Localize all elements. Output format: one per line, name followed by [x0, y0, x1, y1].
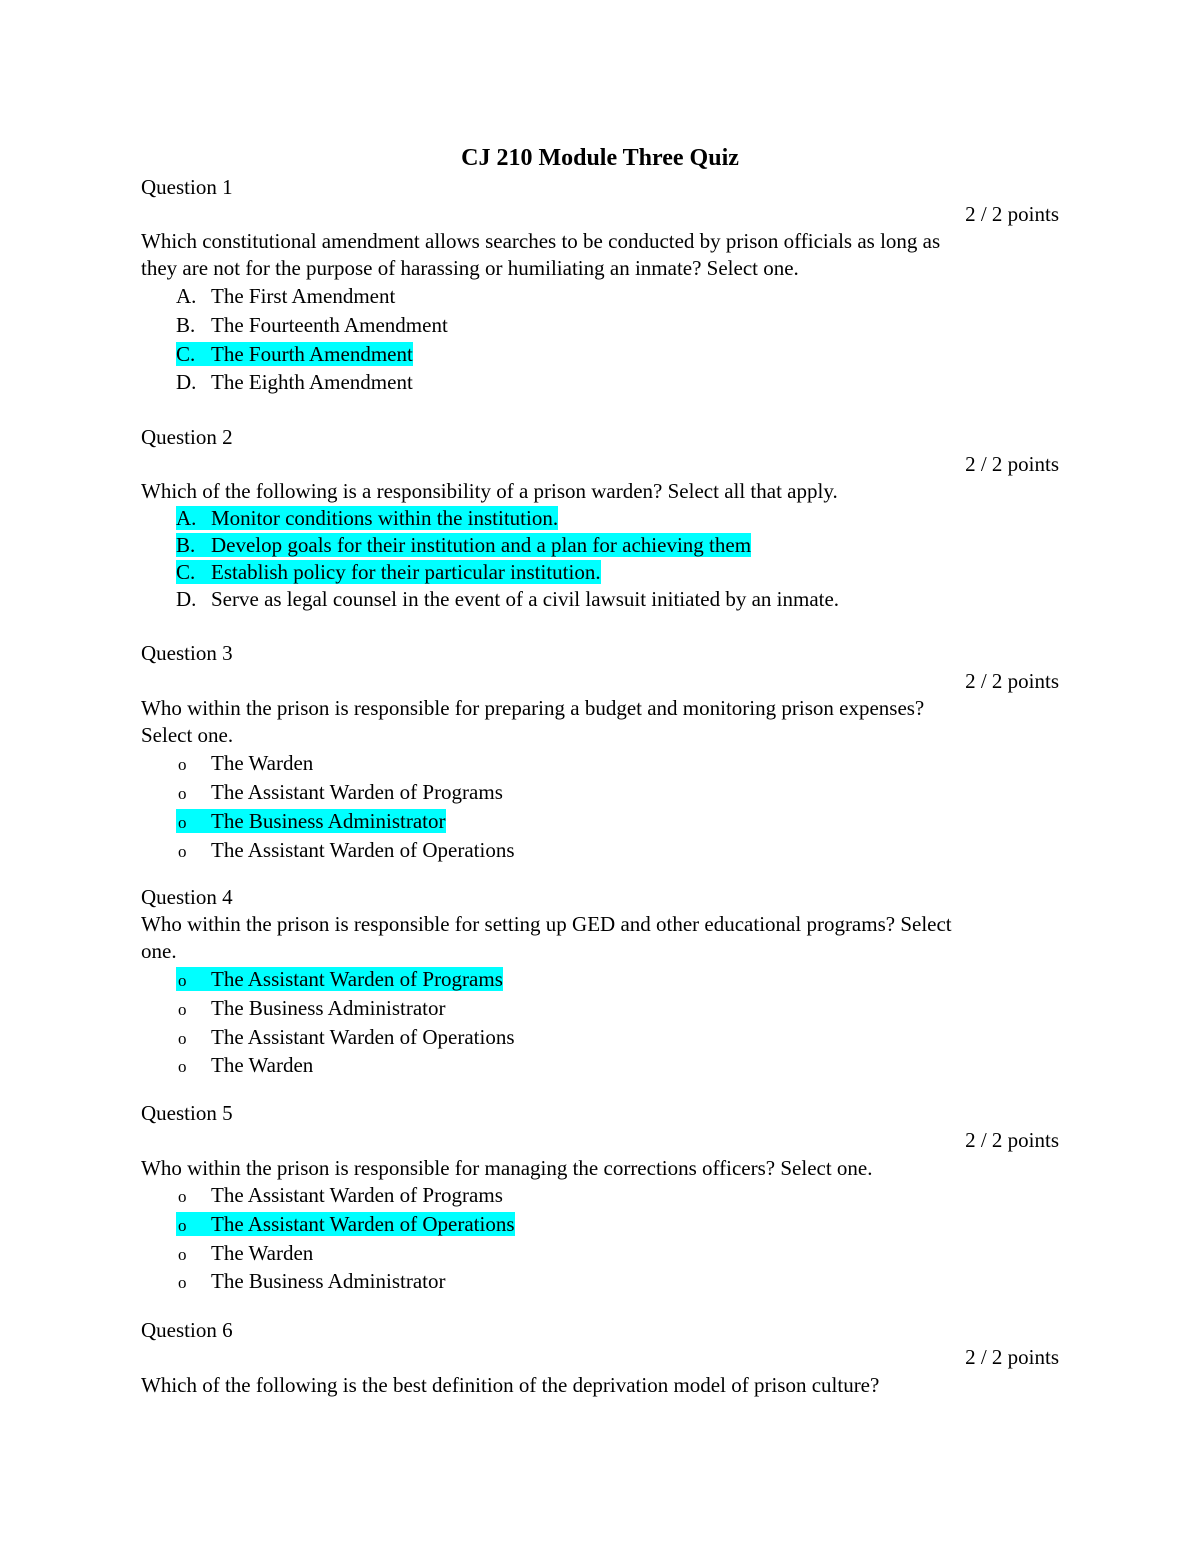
question-label: Question 3 [141, 641, 233, 665]
answer-option[interactable] [176, 586, 839, 612]
option-text: The Assistant Warden of Operations [211, 838, 515, 862]
answer-wrap [176, 780, 503, 804]
points-score: 2 / 2 points [965, 202, 1059, 226]
option-text: The Eighth Amendment [211, 370, 413, 394]
selected-answer-highlight [176, 1212, 515, 1236]
bullet-icon: o [178, 1216, 187, 1235]
bullet-icon: o [178, 755, 187, 774]
option-text: The Business Administrator [211, 809, 446, 833]
question-stem: Who within the prison is responsible for preparing a budget and monitoring prison expenses? [141, 696, 925, 720]
points-score: 2 / 2 points [965, 1345, 1059, 1369]
selected-answer-highlight [176, 967, 503, 991]
answer-option[interactable] [176, 1024, 515, 1052]
answer-option[interactable] [176, 283, 395, 309]
answer-option[interactable] [176, 750, 313, 778]
bullet-icon: o [178, 1000, 187, 1019]
option-letter: B. [176, 313, 196, 337]
answer-option[interactable] [176, 808, 446, 836]
selected-answer-highlight [176, 533, 751, 557]
option-text: The Business Administrator [211, 996, 446, 1020]
document-title: CJ 210 Module Three Quiz [461, 145, 739, 171]
question-label: Question 2 [141, 425, 233, 449]
answer-wrap [176, 751, 313, 775]
question-stem: Which constitutional amendment allows searches to be conducted by prison officials as long as [141, 229, 941, 253]
answer-option[interactable] [176, 1182, 503, 1210]
option-text: The Warden [211, 1241, 314, 1265]
selected-answer-highlight [176, 342, 413, 366]
question-stem: they are not for the purpose of harassing or humiliating an inmate? Select one. [141, 256, 799, 280]
option-text: The Assistant Warden of Operations [211, 1025, 515, 1049]
option-letter: A. [176, 506, 197, 530]
answer-wrap [176, 313, 448, 337]
answer-option[interactable] [176, 966, 503, 994]
option-text: The Fourth Amendment [211, 342, 413, 366]
bullet-icon: o [178, 784, 187, 803]
answer-wrap [176, 587, 839, 611]
question-stem: Who within the prison is responsible for managing the corrections officers? Select one. [141, 1156, 873, 1180]
option-text: The Assistant Warden of Programs [211, 1183, 503, 1207]
answer-option[interactable] [176, 1052, 313, 1080]
option-letter: C. [176, 560, 196, 584]
answer-option[interactable] [176, 369, 413, 395]
answer-wrap [176, 1025, 515, 1049]
option-text: The Warden [211, 751, 314, 775]
answer-option[interactable] [176, 559, 601, 585]
option-text: The Fourteenth Amendment [211, 313, 448, 337]
answer-wrap [176, 996, 446, 1020]
question-stem: one. [141, 939, 177, 963]
answer-option[interactable] [176, 505, 558, 531]
option-letter: C. [176, 342, 196, 366]
option-text: The First Amendment [211, 284, 396, 308]
option-letter: A. [176, 284, 197, 308]
question-stem: Which of the following is the best definition of the deprivation model of prison culture? [141, 1373, 880, 1397]
answer-option[interactable] [176, 995, 446, 1023]
answer-option[interactable] [176, 312, 448, 338]
answer-option[interactable] [176, 1240, 313, 1268]
question-stem: Select one. [141, 723, 234, 747]
question-stem: Which of the following is a responsibility of a prison warden? Select all that apply. [141, 479, 838, 503]
option-letter: D. [176, 370, 197, 394]
bullet-icon: o [178, 1273, 187, 1292]
bullet-icon: o [178, 1057, 187, 1076]
bullet-icon: o [178, 842, 187, 861]
bullet-icon: o [178, 813, 187, 832]
option-text: The Assistant Warden of Operations [211, 1212, 515, 1236]
points-score: 2 / 2 points [965, 1128, 1059, 1152]
option-text: Establish policy for their particular institution. [211, 560, 601, 584]
selected-answer-highlight [176, 809, 446, 833]
answer-wrap [176, 1269, 446, 1293]
bullet-icon: o [178, 971, 187, 990]
question-label: Question 6 [141, 1318, 233, 1342]
answer-option[interactable] [176, 837, 515, 865]
selected-answer-highlight [176, 560, 601, 584]
answer-option[interactable] [176, 1211, 515, 1239]
option-text: The Warden [211, 1053, 314, 1077]
answer-wrap [176, 370, 413, 394]
answer-option[interactable] [176, 1268, 446, 1296]
option-text: Monitor conditions within the institution. [211, 506, 559, 530]
answer-wrap [176, 284, 395, 308]
option-letter: D. [176, 587, 197, 611]
answer-wrap [176, 1053, 313, 1077]
answer-wrap [176, 1241, 313, 1265]
option-letter: B. [176, 533, 196, 557]
points-score: 2 / 2 points [965, 669, 1059, 693]
option-text: Serve as legal counsel in the event of a civil lawsuit initiated by an inmate. [211, 587, 840, 611]
selected-answer-highlight [176, 506, 558, 530]
bullet-icon: o [178, 1187, 187, 1206]
answer-option[interactable] [176, 532, 751, 558]
answer-option[interactable] [176, 779, 503, 807]
bullet-icon: o [178, 1029, 187, 1048]
answer-wrap [176, 1183, 503, 1207]
option-text: The Assistant Warden of Programs [211, 967, 503, 991]
question-stem: Who within the prison is responsible for setting up GED and other educational programs? Select [141, 912, 952, 936]
option-text: The Business Administrator [211, 1269, 446, 1293]
bullet-icon: o [178, 1245, 187, 1264]
question-label: Question 4 [141, 885, 233, 909]
question-label: Question 1 [141, 175, 233, 199]
answer-wrap [176, 838, 515, 862]
option-text: The Assistant Warden of Programs [211, 780, 503, 804]
option-text: Develop goals for their institution and a plan for achieving them [211, 533, 752, 557]
points-score: 2 / 2 points [965, 452, 1059, 476]
question-label: Question 5 [141, 1101, 233, 1125]
answer-option[interactable] [176, 341, 413, 367]
